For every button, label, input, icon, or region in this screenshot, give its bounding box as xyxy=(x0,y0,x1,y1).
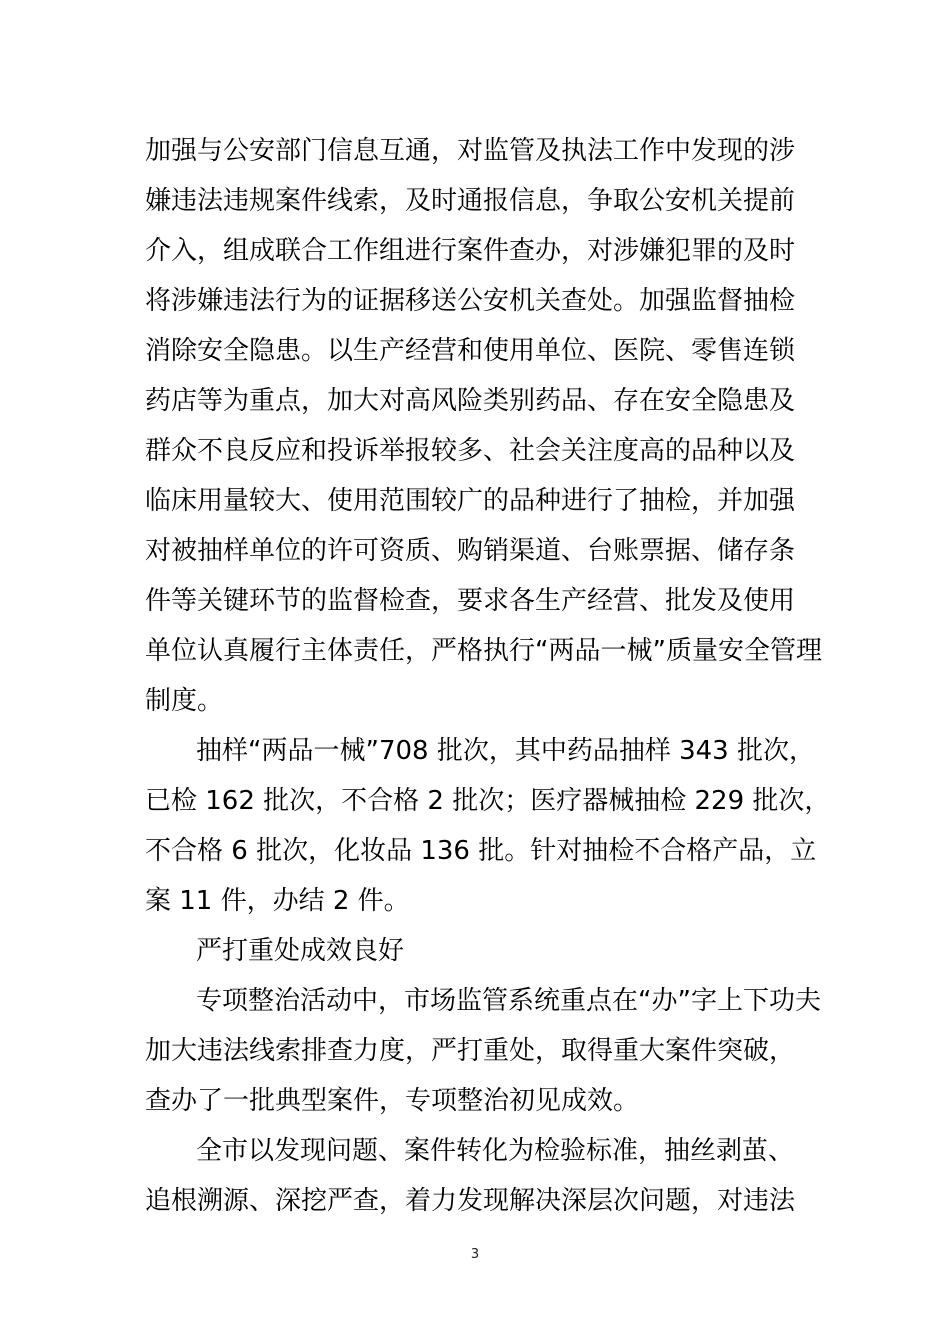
text-line: 已检 162 批次，不合格 2 批次；医疗器械抽检 229 批次， xyxy=(145,786,831,816)
text-line: 制度。 xyxy=(145,686,224,716)
page-number: 3 xyxy=(470,1247,480,1262)
text-line: 对被抽样单位的许可资质、购销渠道、台账票据、储存条 xyxy=(145,536,796,566)
text-line: 将涉嫌违法行为的证据移送公安机关查处。加强监督抽检 xyxy=(145,286,796,316)
text-line: 案 11 件，办结 2 件。 xyxy=(145,886,410,916)
paragraph-first-line: 专项整治活动中，市场监管系统重点在“办”字上下功夫 xyxy=(196,986,821,1016)
section-heading: 严打重处成效良好 xyxy=(196,936,405,966)
paragraph-first-line: 全市以发现问题、案件转化为检验标准，抽丝剥茧、 xyxy=(196,1136,795,1166)
text-line: 药店等为重点，加大对高风险类别药品、存在安全隐患及 xyxy=(145,386,796,416)
text-line: 介入，组成联合工作组进行案件查办，对涉嫌犯罪的及时 xyxy=(145,236,796,266)
text-line: 加强与公安部门信息互通，对监管及执法工作中发现的涉 xyxy=(145,136,796,166)
text-line: 单位认真履行主体责任，严格执行“两品一械”质量安全管理 xyxy=(145,636,822,666)
paragraph-first-line: 抽样“两品一械”708 批次，其中药品抽样 343 批次， xyxy=(196,736,815,766)
text-line: 追根溯源、深挖严查，着力发现解决深层次问题，对违法 xyxy=(145,1186,796,1216)
text-line: 件等关键环节的监督检查，要求各生产经营、批发及使用 xyxy=(145,586,796,616)
text-line: 加大违法线索排查力度，严打重处，取得重大案件突破， xyxy=(145,1036,796,1066)
text-line: 群众不良反应和投诉举报较多、社会关注度高的品种以及 xyxy=(145,436,796,466)
text-line: 查办了一批典型案件，专项整治初见成效。 xyxy=(145,1086,640,1116)
text-line: 消除安全隐患。以生产经营和使用单位、医院、零售连锁 xyxy=(145,336,796,366)
text-line: 临床用量较大、使用范围较广的品种进行了抽检，并加强 xyxy=(145,486,796,516)
text-line: 嫌违法违规案件线索，及时通报信息，争取公安机关提前 xyxy=(145,186,796,216)
text-line: 不合格 6 批次，化妆品 136 批。针对抽检不合格产品，立 xyxy=(145,836,817,866)
